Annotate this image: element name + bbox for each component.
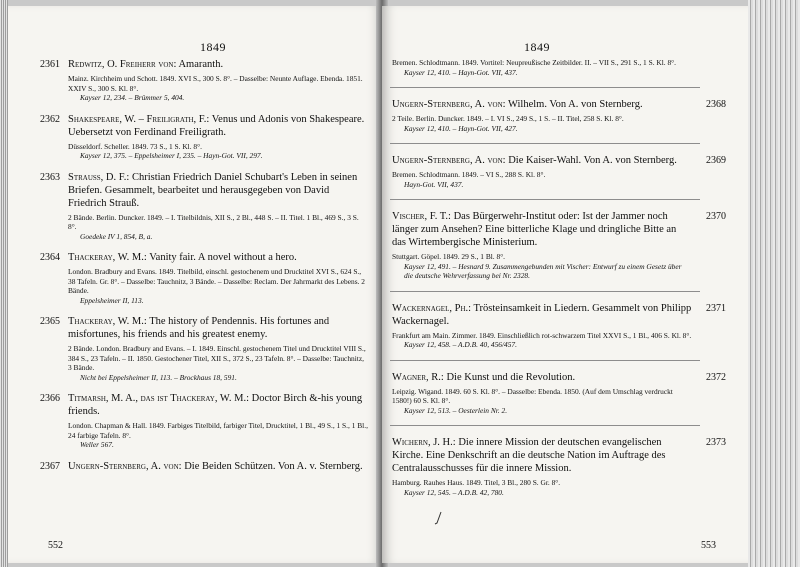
entry-title: Doctor Birch &-his young friends. bbox=[68, 393, 363, 417]
entry-title: Amaranth. bbox=[178, 59, 224, 70]
page-number: 553 bbox=[701, 540, 716, 551]
entry-references: Kayser 12, 375. – Eppelsheimer I, 235. – Hayn-Got. VII, 297. bbox=[80, 151, 263, 160]
entry-author: Thackeray, W. M.: bbox=[68, 252, 147, 263]
entry-number: 2361 bbox=[40, 59, 60, 70]
entry-heading bbox=[392, 436, 692, 475]
bibliography-entry bbox=[8, 251, 382, 305]
entry-heading bbox=[392, 98, 692, 111]
entry-author: Titmarsh, M. A., das ist Thackeray, W. M.: bbox=[68, 393, 249, 404]
bibliography-entry bbox=[8, 460, 382, 473]
entry-title: Trösteinsamkeit in Liedern. Gesammelt von Philipp Wackernagel. bbox=[392, 302, 692, 327]
entry-number: 2373 bbox=[706, 437, 726, 448]
entry-heading bbox=[68, 392, 368, 418]
entry-number: 2364 bbox=[40, 252, 60, 263]
entry-imprint: Hamburg. Rauhes Haus. 1849. Titel, 3 Bl., 280 S. Gr. 8°. bbox=[392, 478, 561, 487]
right-entries bbox=[382, 58, 748, 507]
entry-number: 2368 bbox=[706, 99, 726, 110]
entry-imprint: Düsseldorf. Scheller. 1849. 73 S., 1 S. Kl. 8°. bbox=[68, 141, 202, 151]
left-entries bbox=[8, 58, 382, 483]
entry-author: Vischer, F. T.: bbox=[392, 211, 451, 222]
entry-number: 2372 bbox=[706, 371, 726, 383]
bibliography-entry bbox=[8, 315, 382, 382]
entry-author: Wackernagel, Ph.: bbox=[392, 302, 472, 314]
entry-title: Venus und Adonis von Shakespeare. Uebersetzt von Ferdinand Freiligrath. bbox=[68, 113, 365, 138]
entry-references: Goedeke IV 1, 854, B, a. bbox=[80, 231, 153, 241]
entry-heading bbox=[392, 154, 692, 167]
entry-references: Kayser 12, 234. – Brümmer 5, 404. bbox=[80, 93, 185, 102]
running-head-year: 1849 bbox=[524, 40, 550, 54]
entry-author: Redwitz, O. Freiherr von: bbox=[68, 59, 177, 70]
entry-imprint: Mainz. Kirchheim und Schott. 1849. XVI S., 300 S. 8°. – Dasselbe: Neunte Auflage. Ebenda. 1851. XXIV S., 300 S. Kl. 8°. bbox=[68, 74, 363, 93]
entry-heading bbox=[68, 251, 368, 264]
entry-title: Die innere Mission der deutschen evangelischen Kirche. Eine Denkschrift an die deutsche Nation im Auftrage des Centralausschusses für die innere Mission. bbox=[392, 437, 666, 474]
entry-references: Kayser 12, 545. – A.D.B. 42, 780. bbox=[404, 487, 504, 497]
entry-references: Eppelsheimer II, 113. bbox=[80, 295, 144, 305]
entry-author: Wagner, R.: bbox=[392, 371, 444, 383]
bibliography-entry bbox=[382, 302, 748, 350]
entry-imprint: Frankfurt am Main. Zimmer. 1849. Einschließlich rot-schwarzem Titel XXVI S., 1 Bl., 406 S. Kl. 8°. bbox=[392, 330, 692, 340]
entry-title: Das Bürgerwehr-Institut oder: Ist der Jammer noch länger zum Ansehen? Eine bitterliche Klage und dringliche Bitte an das Wirtembergische Ministerium. bbox=[392, 211, 677, 248]
entry-author: Wichern, J. H.: bbox=[392, 437, 456, 448]
entry-imprint: Bremen. Schlodtmann. 1849. Vortitel: Neupreußische Zeitbilder. II. – VII S., 291 S., 1 S. Kl. 8°. bbox=[392, 58, 676, 67]
entry-title: Wilhelm. Von A. von Sternberg. bbox=[508, 99, 643, 110]
pencil-mark-icon bbox=[434, 511, 444, 525]
bibliography-entry bbox=[382, 210, 748, 281]
entry-author: Strauss, D. F.: bbox=[68, 171, 130, 183]
entry-author: Ungern-Sternberg, A. von: bbox=[392, 99, 506, 110]
entry-title: Vanity fair. A novel without a hero. bbox=[149, 252, 297, 263]
entry-imprint: Bremen. Schlodtmann. 1849. – VI S., 288 S. Kl. 8°. bbox=[392, 170, 546, 179]
entry-references: Kayser 12, 491. – Hesnard 9. Zusammengebunden mit Vischer: Entwurf zu einem Gesetz über die deutsche Wehrverfassung bei Nr. 2328. bbox=[404, 261, 682, 280]
bibliography-entry bbox=[382, 98, 748, 133]
entry-number: 2369 bbox=[706, 155, 726, 166]
entry-imprint: 2 Bände. London. Bradbury and Evans. – I. 1849. Einschl. gestochenem Titel und Drucktitel VIII S., 384 S., 23 Tafeln. – II. 1850. Gestochener Titel, XII S., 372 S., 23 Tafeln. 8°. – Dasselbe: Tauchnitz, 3 Bände. bbox=[68, 344, 366, 372]
entry-references: Nicht bei Eppelsheimer II, 113. – Brockhaus 18, 591. bbox=[80, 372, 237, 382]
bibliography-entry bbox=[382, 371, 748, 416]
right-page bbox=[382, 6, 748, 563]
entry-references: Kayser 12, 410. – Hayn-Got. VII, 437. bbox=[404, 67, 518, 77]
entry-divider bbox=[390, 291, 700, 292]
entry-title: Die Kaiser-Wahl. Von A. von Sternberg. bbox=[508, 155, 677, 166]
bibliography-entry bbox=[382, 154, 748, 189]
entry-heading bbox=[392, 371, 692, 384]
entry-title: Die Kunst und die Revolution. bbox=[446, 371, 576, 383]
bibliography-entry bbox=[8, 171, 382, 242]
entry-author: Ungern-Sternberg, A. von: bbox=[68, 460, 182, 472]
entry-title: Die Beiden Schützen. Von A. v. Sternberg. bbox=[184, 460, 363, 472]
entry-divider bbox=[390, 360, 700, 361]
entry-divider bbox=[390, 87, 700, 88]
entry-title: The history of Pendennis. His fortunes and misfortunes, his friends and his greatest enemy. bbox=[68, 316, 330, 340]
entry-references: Kayser 12, 513. – Oesterlein Nr. 2. bbox=[404, 405, 508, 415]
entry-divider bbox=[390, 199, 700, 200]
left-page bbox=[8, 6, 382, 563]
entry-heading bbox=[68, 58, 368, 71]
book-edge-left bbox=[0, 0, 8, 567]
entry-imprint: 2 Bände. Berlin. Duncker. 1849. – I. Titelbildnis, XII S., 2 Bl., 448 S. – II. Titel. 1 Bl., 469 S., 3 S. 8°. bbox=[68, 212, 359, 231]
entry-heading bbox=[68, 460, 368, 473]
entry-number: 2365 bbox=[40, 316, 60, 327]
entry-imprint: London. Chapman & Hall. 1849. Farbiges Titelbild, farbiger Titel, Drucktitel, 1 Bl., 49 S., 1 S., 1 Bl., 24 farbige Tafeln. 8°. bbox=[68, 421, 368, 440]
entry-author: Ungern-Sternberg, A. von: bbox=[392, 155, 506, 166]
bibliography-entry bbox=[8, 113, 382, 161]
running-head-year: 1849 bbox=[200, 40, 226, 54]
entry-divider bbox=[390, 143, 700, 144]
bibliography-entry bbox=[382, 436, 748, 497]
entry-number: 2362 bbox=[40, 113, 60, 125]
entry-number: 2366 bbox=[40, 393, 60, 404]
entry-imprint: 2 Teile. Berlin. Duncker. 1849. – I. VI S., 249 S., 1 S. – II. Titel, 258 S. Kl. 8°. bbox=[392, 114, 624, 123]
entry-continuation bbox=[382, 58, 748, 77]
entry-heading bbox=[392, 302, 692, 328]
entry-references: Kayser 12, 410. – Hayn-Got. VII, 427. bbox=[404, 123, 518, 133]
entry-imprint: Stuttgart. Göpel. 1849. 29 S., 1 Bl. 8°. bbox=[392, 252, 505, 261]
entry-references: Hayn-Got. VII, 437. bbox=[404, 179, 464, 189]
page-number: 552 bbox=[48, 540, 63, 551]
entry-author: Shakespeare, W. – Freiligrath, F.: bbox=[68, 113, 210, 125]
entry-imprint: London. Bradbury and Evans. 1849. Titelbild, einschl. gestochenem und Drucktitel XVI S., 624 S., 38 Tafeln. Gr. 8°. – Dasselbe: Tauchnitz, 3 Bände. – Dasselbe: Reclam. Der Jahrmarkt des Lebens. 2 Bände. bbox=[68, 267, 365, 295]
entry-imprint: Leipzig. Wigand. 1849. 60 S. Kl. 8°. – Dasselbe: Ebenda. 1850. (Auf dem Umschlag verdruckt 1580!) 60 S. Kl. 8°. bbox=[392, 386, 673, 405]
entry-references: Weller 567. bbox=[80, 440, 114, 449]
entry-heading bbox=[68, 315, 368, 341]
entry-number: 2371 bbox=[706, 302, 726, 314]
book-edge-right bbox=[748, 0, 800, 567]
entry-divider bbox=[390, 425, 700, 426]
entry-number: 2367 bbox=[40, 460, 60, 472]
bibliography-entry bbox=[8, 58, 382, 103]
entry-author: Thackeray, W. M.: bbox=[68, 316, 147, 327]
entry-references: Kayser 12, 458. – A.D.B. 40, 456/457. bbox=[404, 340, 517, 349]
entry-number: 2370 bbox=[706, 211, 726, 222]
entry-heading bbox=[68, 171, 368, 210]
entry-number: 2363 bbox=[40, 171, 60, 183]
entry-heading bbox=[392, 210, 692, 249]
entry-title: Christian Friedrich Daniel Schubart's Leben in seinen Briefen. Gesammelt, bearbeitet und herausgegeben von David Friedrich Strauß. bbox=[68, 171, 358, 209]
bibliography-entry bbox=[8, 392, 382, 450]
entry-heading bbox=[68, 113, 368, 139]
